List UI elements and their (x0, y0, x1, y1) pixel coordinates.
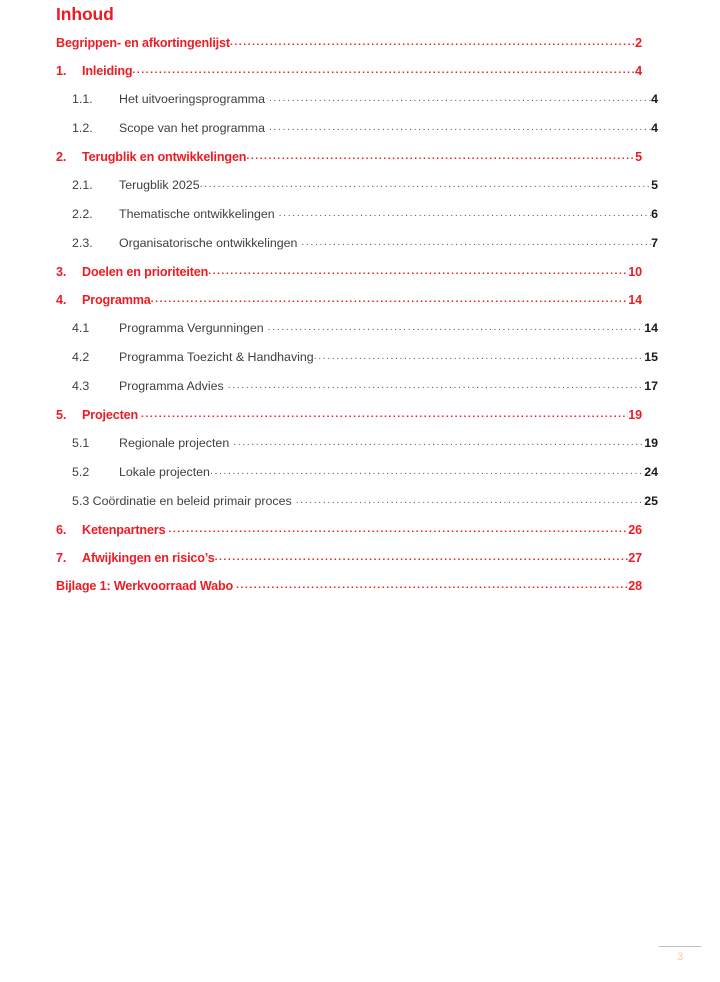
toc-dot-leader (296, 487, 644, 515)
toc-dot-leader (268, 314, 645, 342)
toc-entry-page-number: 14 (644, 321, 658, 335)
toc-dot-leader (151, 286, 629, 313)
toc-entry[interactable] (56, 57, 642, 85)
toc-entry-label: Scope van het programma (119, 121, 266, 135)
toc-entry[interactable] (56, 229, 658, 258)
toc-dot-leader (269, 85, 651, 113)
toc-dot-leader (314, 343, 645, 371)
toc-entry-label: Thematische ontwikkelingen (119, 207, 275, 221)
toc-entry-label: Inleiding (82, 64, 133, 78)
toc-entry[interactable] (56, 544, 642, 572)
toc-entry-label: Bijlage 1: Werkvoorraad Wabo (56, 579, 234, 593)
toc-entry-label: Programma (82, 293, 151, 307)
toc-entry-label: Programma Toezicht & Handhaving (119, 350, 314, 364)
toc-entry-page-number: 6 (651, 207, 658, 221)
toc-entry-number: 2.1. (72, 178, 93, 192)
toc-dot-leader (200, 171, 652, 199)
toc-entry[interactable] (56, 572, 642, 600)
toc-dot-leader (269, 114, 651, 142)
toc-entry[interactable] (56, 143, 642, 171)
toc-dot-leader (132, 57, 635, 84)
toc-entry-label: 5.3 Coördinatie en beleid primair proces (72, 494, 292, 508)
toc-dot-leader (230, 29, 635, 56)
toc-entry-number: 4.1 (72, 321, 90, 335)
toc-entry-number: 7. (56, 551, 67, 565)
toc-dot-leader (301, 229, 651, 257)
toc-entry-number: 4. (56, 293, 67, 307)
toc-entry-page-number: 19 (644, 436, 658, 450)
toc-entry-label: Projecten (82, 408, 139, 422)
toc-entry-page-number: 28 (628, 579, 642, 593)
toc-entry[interactable] (56, 200, 658, 229)
toc-entry-page-number: 25 (644, 494, 658, 508)
toc-entry[interactable] (56, 29, 642, 57)
toc-entry-label: Doelen en prioriteiten (82, 265, 209, 279)
toc-dot-leader (228, 372, 645, 400)
toc-entry-page-number: 14 (628, 293, 642, 307)
toc-entry-number: 6. (56, 523, 67, 537)
toc-entry[interactable] (56, 286, 642, 314)
toc-dot-leader (168, 516, 628, 543)
toc-dot-leader (215, 544, 629, 571)
toc-dot-leader (279, 200, 651, 228)
toc-entry-number: 3. (56, 265, 67, 279)
toc-entry[interactable] (56, 516, 642, 544)
toc-entry-page-number: 26 (628, 523, 642, 537)
toc-entry-label: Begrippen- en afkortingenlijst (56, 36, 230, 50)
toc-entry-label: Organisatorische ontwikkelingen (119, 236, 298, 250)
toc-entry-label: Programma Vergunningen (119, 321, 264, 335)
footer-divider (659, 946, 701, 947)
toc-entry-label: Terugblik en ontwikkelingen (82, 150, 247, 164)
toc-entry[interactable] (56, 372, 658, 401)
toc-entry-label: Lokale projecten (119, 465, 210, 479)
toc-entry-number: 4.2 (72, 350, 90, 364)
toc-entry-page-number: 4 (651, 121, 658, 135)
toc-entry-number: 5. (56, 408, 67, 422)
toc-entry-page-number: 27 (628, 551, 642, 565)
toc-entry[interactable] (56, 171, 658, 200)
toc-entry-page-number: 7 (651, 236, 658, 250)
toc-entry[interactable] (56, 85, 658, 114)
toc-entry-page-number: 17 (644, 379, 658, 393)
toc-entry-number: 1. (56, 64, 67, 78)
toc-entry-page-number: 24 (644, 465, 658, 479)
toc-entry-page-number: 2 (635, 36, 642, 50)
toc-entry[interactable] (56, 487, 658, 516)
toc-entry-number: 2.2. (72, 207, 93, 221)
toc-entry-number: 1.2. (72, 121, 93, 135)
toc-entry-page-number: 10 (628, 265, 642, 279)
toc-entry-page-number: 5 (635, 150, 642, 164)
toc-entry-number: 4.3 (72, 379, 90, 393)
toc-dot-leader (208, 258, 628, 285)
toc-dot-leader (233, 429, 644, 457)
toc-entry-page-number: 5 (651, 178, 658, 192)
toc-entry-number: 2. (56, 150, 67, 164)
toc-dot-leader (236, 572, 628, 599)
toc-entry-page-number: 4 (651, 92, 658, 106)
toc-entry-label: Het uitvoeringsprogramma (119, 92, 265, 106)
toc-entry-number: 1.1. (72, 92, 93, 106)
toc-dot-leader (210, 458, 644, 486)
toc-entry-label: Programma Advies (119, 379, 224, 393)
toc-entry[interactable] (56, 343, 658, 372)
toc-entry[interactable] (56, 401, 642, 429)
toc-entry[interactable] (56, 258, 642, 286)
toc-dot-leader (141, 401, 628, 428)
toc-entry[interactable] (56, 114, 658, 143)
toc-entry[interactable] (56, 458, 658, 487)
table-of-contents (56, 4, 658, 600)
toc-entry[interactable] (56, 429, 658, 458)
toc-entry-page-number: 15 (644, 350, 658, 364)
toc-entry-list (56, 29, 658, 600)
toc-entry-number: 5.2 (72, 465, 90, 479)
toc-entry-page-number: 19 (628, 408, 642, 422)
footer-page-number: 3 (676, 951, 684, 963)
toc-entry-number: 5.1 (72, 436, 90, 450)
toc-entry-number: 2.3. (72, 236, 93, 250)
toc-entry[interactable] (56, 314, 658, 343)
toc-entry-page-number: 4 (635, 64, 642, 78)
toc-entry-label: Afwijkingen en risico’s (82, 551, 215, 565)
toc-entry-label: Terugblik 2025 (119, 178, 200, 192)
toc-dot-leader (246, 143, 635, 170)
page-title: Inhoud (56, 4, 114, 24)
toc-entry-label: Ketenpartners (82, 523, 166, 537)
toc-entry-label: Regionale projecten (119, 436, 230, 450)
